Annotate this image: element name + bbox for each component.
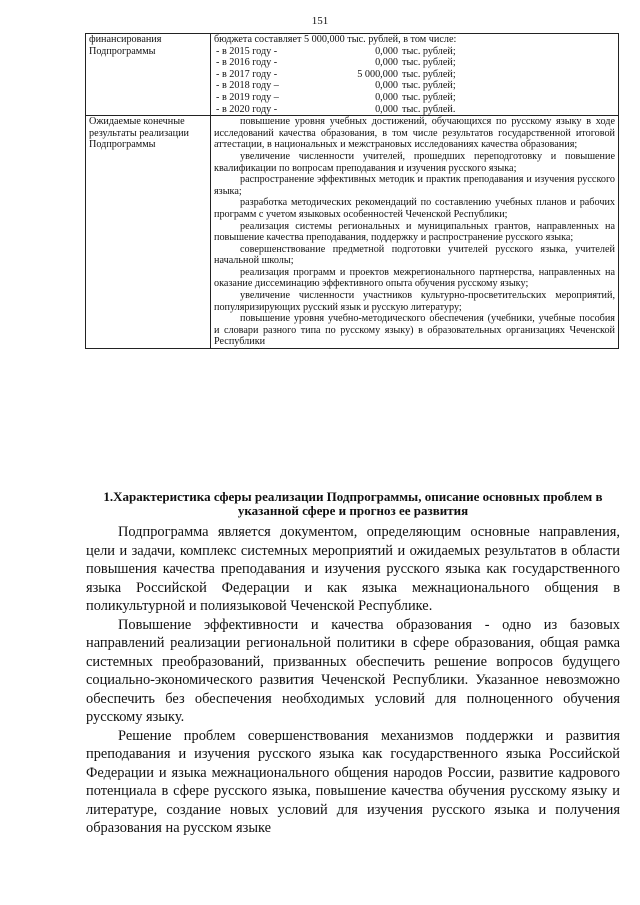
financing-year-label: - в 2015 году -	[216, 45, 278, 57]
financing-year-amount: 0,000	[375, 57, 398, 69]
financing-year-label: - в 2016 году -	[216, 57, 278, 69]
financing-year-row	[214, 57, 615, 69]
financing-year-row	[214, 69, 615, 81]
result-item: реализация программ и проектов межрегионального партнерства, направленных на оказание диссеминацию эффективного опыта обучения русскому языку;	[214, 266, 615, 290]
financing-years-list	[214, 46, 615, 116]
financing-year-unit: тыс. рублей;	[402, 57, 456, 69]
financing-year-row	[214, 104, 615, 116]
financing-year-amount: 0,000	[375, 80, 398, 92]
financing-year-amount: 5 000,000	[357, 68, 398, 80]
body-paragraph: Решение проблем совершенствования механизмов поддержки и развития преподавания и изучения русского языка как государственного языка Российской Федерации и языка межнационального общения народов России, развитие кадрового потенциала в сфере русского языка, повышение качества обучения русскому языку и литературе, создание новых условий для изучения русского языка и получения образования на русском языке	[86, 727, 620, 836]
result-item: распространение эффективных методик и практик преподавания и изучения русского языка;	[214, 174, 615, 197]
financing-year-row	[214, 92, 615, 104]
result-item: разработка методических рекомендаций по составлению учебных планов и рабочих программ с учетом языковых особенностей Чеченской Республики;	[214, 197, 615, 220]
financing-year-row	[214, 46, 615, 58]
section-heading: 1.Характеристика сферы реализации Подпрограммы, описание основных проблем в указанной сфере и прогноз ее развития	[103, 489, 603, 518]
body-paragraph: Подпрограмма является документом, определяющим основные направления, цели и задачи, комплекс системных мероприятий и ожидаемых результатов в области повышения качества преподавания и изучения русского языка как государственного языка Российской Федерации и как языка межнационального общения в поликультурной и полиязыковой Чеченской Республике.	[86, 524, 620, 614]
result-item: повышение уровня учебно-методического обеспечения (учебники, учебные пособия и словари разного типа по русскому языку) в образовательных организациях Чеченской Республики	[214, 313, 615, 348]
result-item: увеличение численности участников культурно-просветительских мероприятий, популяризирующих русский язык и русскую литературу;	[214, 290, 615, 313]
financing-year-label: - в 2018 году –	[216, 80, 279, 92]
financing-year-label: - в 2019 году –	[216, 91, 279, 103]
financing-year-unit: тыс. рублей;	[402, 45, 456, 57]
financing-year-amount: 0,000	[375, 91, 398, 103]
financing-year-unit: тыс. рублей;	[402, 80, 456, 92]
result-item: повышение уровня учебных достижений, обучающихся по русскому языку в ходе исследований качества образования, в том числе результатов государственной итоговой аттестации, в национальных и межстрановых исследованиях качества образования;	[214, 116, 615, 151]
financing-year-label: - в 2017 году -	[216, 68, 278, 80]
row-label-financing: финансирования Подпрограммы	[86, 34, 211, 116]
financing-year-row	[214, 80, 615, 92]
body-paragraph: Повышение эффективности и качества образования - одно из базовых направлений реализации региональной политики в сфере образования, общая рамка системных преобразований, призванных обеспечить решение вопросов будущего социально-экономического развития Чеченской Республики. Указанное невозможно обеспечить без обеспечения необходимых условий для полноценного обучения русскому языку.	[86, 616, 620, 725]
section-body	[86, 523, 620, 838]
page-number: 151	[311, 15, 329, 27]
financing-intro: бюджета составляет 5 000,000 тыс. рублей, в том числе:	[214, 34, 457, 45]
financing-year-amount: 0,000	[375, 45, 398, 57]
financing-year-amount: 0,000	[375, 103, 398, 115]
financing-year-unit: тыс. рублей;	[402, 68, 456, 80]
result-item: реализация системы региональных и муниципальных грантов, направленных на повышение качества преподавания, поддержку и распространение русского языка;	[214, 220, 615, 244]
subprogram-passport-table	[85, 33, 619, 349]
financing-cell	[211, 34, 619, 116]
table-row-financing	[86, 34, 619, 116]
table-row-results	[86, 116, 619, 349]
result-item: увеличение численности учителей, прошедших переподготовку и повышение квалификации по вопросам преподавания и изучения русского языка;	[214, 150, 615, 174]
financing-year-label: - в 2020 году -	[216, 103, 278, 115]
row-label-results: Ожидаемые конечные результаты реализации Подпрограммы	[86, 116, 211, 349]
financing-year-unit: тыс. рублей.	[402, 103, 456, 115]
result-item: совершенствование предметной подготовки учителей русского языка, учителей начальной школы;	[214, 243, 615, 267]
financing-year-unit: тыс. рублей;	[402, 91, 456, 103]
results-cell	[211, 116, 619, 349]
